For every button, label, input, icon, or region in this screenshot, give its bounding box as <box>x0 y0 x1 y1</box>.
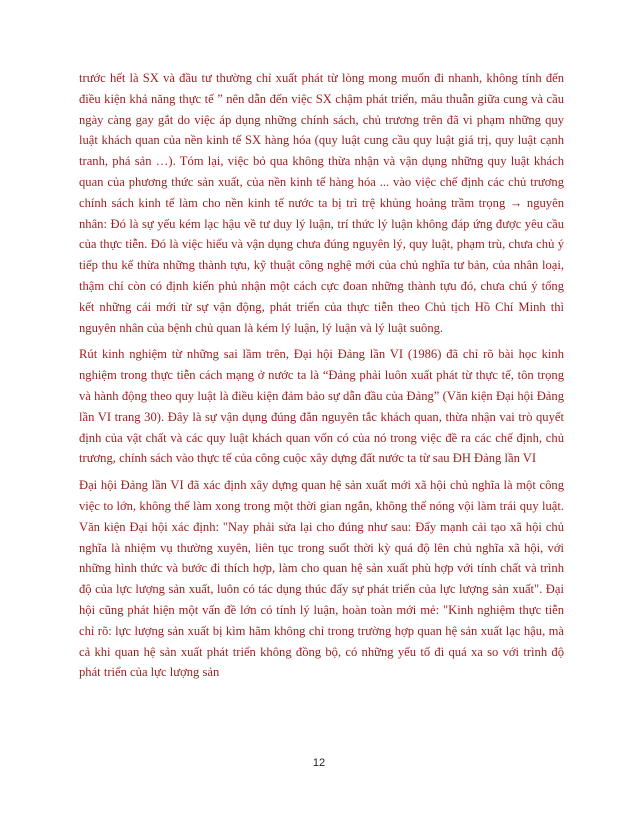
page-number: 12 <box>312 757 326 769</box>
paragraph-3: Đại hội Đảng lần VI đã xác định xây dựng quan hệ sản xuất mới xã hội chủ nghĩa là một công việc to lớn, không thể làm xong trong một thời gian ngắn, không thể nóng vội làm trái quy luật. Văn kiện Đại hội xác định: "Nay phải sửa lại cho đúng như sau: Đẩy mạnh cải tạo xã hội chủ nghĩa là nhiệm vụ thường xuyên, liên tục trong suốt thời kỳ quá độ lên chủ nghĩa xã hội, với những hình thức và bước đi thích hợp, làm cho quan hệ sản xuất phù hợp với tính chất và trình độ của lực lượng sản xuất, luôn có tác dụng thúc đẩy sự phát triển của lực lượng sản xuất". Đại hội cũng phát hiện một vấn đề lớn có tính lý luận, hoàn toàn mới mẻ: "Kinh nghiệm thực tiễn chỉ rõ: lực lượng sản xuất bị kìm hãm không chỉ trong trường hợp quan hệ sản xuất lạc hậu, mà cả khi quan hệ sản xuất phát triển không đồng bộ, có những yếu tố đi quá xa so với trình độ phát triển của lực lượng sản <box>79 478 564 680</box>
paragraph-2: Rút kinh nghiệm từ những sai lầm trên, Đại hội Đảng lần VI (1986) đã chỉ rõ bài học kinh nghiệm trong thực tiễn cách mạng ở nước ta là “Đảng phải luôn xuất phát từ thực tế, tôn trọng và hành động theo quy luật là điều kiện đảm bảo sự dẫn đầu của Đảng” (Văn kiện Đại hội Đảng lần VI trang 30). Đây là sự vận dụng đúng đắn nguyên tắc khách quan, thừa nhận vai trò quyết định của vật chất và các quy luật khách quan vốn có của nó trong việc đề ra các chế định, chủ trương, chính sách vào thực tế của công cuộc xây dựng đất nước ta từ sau ĐH Đảng lần VI <box>79 347 564 466</box>
page-body <box>79 68 564 689</box>
paragraph-1: trước hết là SX và đầu tư thường chỉ xuất phát từ lòng mong muốn đi nhanh, không tính đến điều kiện khả năng thực tế ” nên dẫn đến việc SX chậm phát triển, mâu thuẫn giữa cung và cầu ngày càng gay gắt do việc áp dụng những chính sách, chủ trương trên đã vi phạm những quy luật khách quan của nền kinh tế SX hàng hóa (quy luật cung cầu quy luật giá trị, quy luật cạnh tranh, phá sản …). Tóm lại, việc bỏ qua không thừa nhận và vận dụng những quy luật khách quan của phương thức sản xuất, của nền kinh tế hàng hóa ... vào việc chế định các chủ trương chính sách kinh tế làm cho nền kinh tế nước ta bị trì trệ khủng hoảng trầm trọng → nguyên nhân: Đó là sự yếu kém lạc hậu về tư duy lý luận, trí thức lý luận không đáp ứng được yêu cầu của thực tiễn. Đó là việc hiểu và vận dụng chưa đúng nguyên lý, quy luật, phạm trù, chưa chủ ý tiếp thu kế thừa những thành tựu, kỹ thuật công nghệ mới của chủ nghĩa tư bản, của nhân loại, thậm chí còn có định kiến phủ nhận một cách cực đoan những thành tựu đó, chưa chú ý tổng kết những cái mới từ sự vận động, phát triển của thực tiễn theo Chủ tịch Hồ Chí Minh thì nguyên nhân của bệnh chủ quan là kém lý luận, lý luận và lý luật suông. <box>79 71 564 335</box>
